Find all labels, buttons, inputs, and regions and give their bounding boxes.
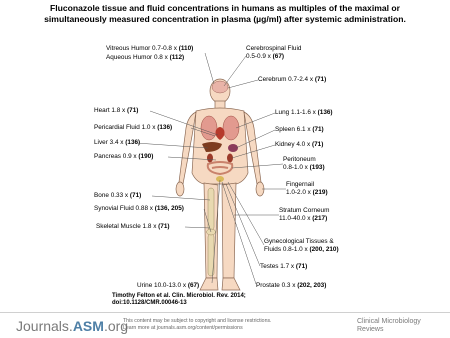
kidney-left	[207, 154, 213, 163]
lung-left	[201, 116, 217, 140]
label-liver: Liver 3.4 x (136)	[94, 139, 141, 146]
label-bone: Bone 0.33 x (71)	[94, 192, 142, 199]
permissions-link[interactable]: Learn more at journals.asm.org/content/permissions	[123, 325, 243, 331]
footer-divider	[0, 312, 450, 313]
label-pancreas: Pancreas 0.9 x (190)	[94, 153, 154, 160]
label-heart: Heart 1.8 x (71)	[94, 107, 139, 114]
label-peritoneum: Peritoneum 0.8-1.0 x (193)	[283, 156, 325, 171]
copyright-notice: This content may be subject to copyright and license restrictions. Learn more at journals.asm.org/content/permissions	[123, 318, 272, 331]
citation-authors: Timothy Felton et al. Clin. Microbiol. Rev. 2014;	[112, 293, 246, 299]
label-aqueous-humor: Aqueous Humor 0.8 x (112)	[106, 54, 185, 61]
label-vitreous-humor: Vitreous Humor 0.7-0.8 x (110)	[106, 45, 194, 52]
label-gynecological-tissues: Gynecological Tissues & Fluids 0.8-1.0 x (200, 210)	[264, 238, 339, 253]
brain	[212, 81, 228, 93]
label-testes: Testes 1.7 x (71)	[260, 263, 308, 270]
label-fingernail: Fingernail 1.0-2.0 x (219)	[286, 181, 328, 196]
title-line-2: simultaneously measured concentration in plasma (µg/ml) after systemic administration.	[44, 13, 406, 24]
label-urine: Urine 10.0-13.0 x (67)	[137, 282, 200, 289]
citation	[112, 293, 246, 308]
label-cerebrum: Cerebrum 0.7-2.4 x (71)	[258, 76, 327, 83]
body-silhouette	[176, 79, 264, 290]
label-lung: Lung 1.1-1.6 x (136)	[275, 109, 333, 116]
label-prostate: Prostate 0.3 x (202, 203)	[256, 282, 327, 289]
spleen	[228, 144, 238, 152]
journals-asm-logo[interactable]: Journals.ASM.org	[16, 318, 129, 334]
label-kidney: Kidney 4.0 x (71)	[275, 141, 324, 148]
kidney-right	[227, 154, 233, 163]
title-line-1: Fluconazole tissue and fluid concentrations in humans as multiples of the maximal or	[49, 3, 401, 13]
label-spleen: Spleen 6.1 x (71)	[275, 126, 324, 133]
label-stratum-corneum: Stratum Corneum 11.0-40.0 x (217)	[279, 207, 330, 222]
lung-right	[223, 116, 239, 140]
label-skeletal-muscle: Skeletal Muscle 1.8 x (71)	[96, 223, 170, 230]
bladder	[216, 176, 224, 182]
figure-title	[6, 3, 444, 24]
journal-name: Clinical Microbiology Reviews	[357, 318, 421, 334]
label-synovial-fluid: Synovial Fluid 0.88 x (136, 205)	[94, 205, 184, 212]
leg-skeleton	[207, 188, 216, 276]
citation-doi: doi:10.1128/CMR.00046-13	[112, 300, 187, 307]
label-cerebrospinal-fluid: Cerebrospinal Fluid 0.5-0.9 x (67)	[246, 45, 302, 60]
label-pericardial-fluid: Pericardial Fluid 1.0 x (136)	[94, 124, 173, 131]
